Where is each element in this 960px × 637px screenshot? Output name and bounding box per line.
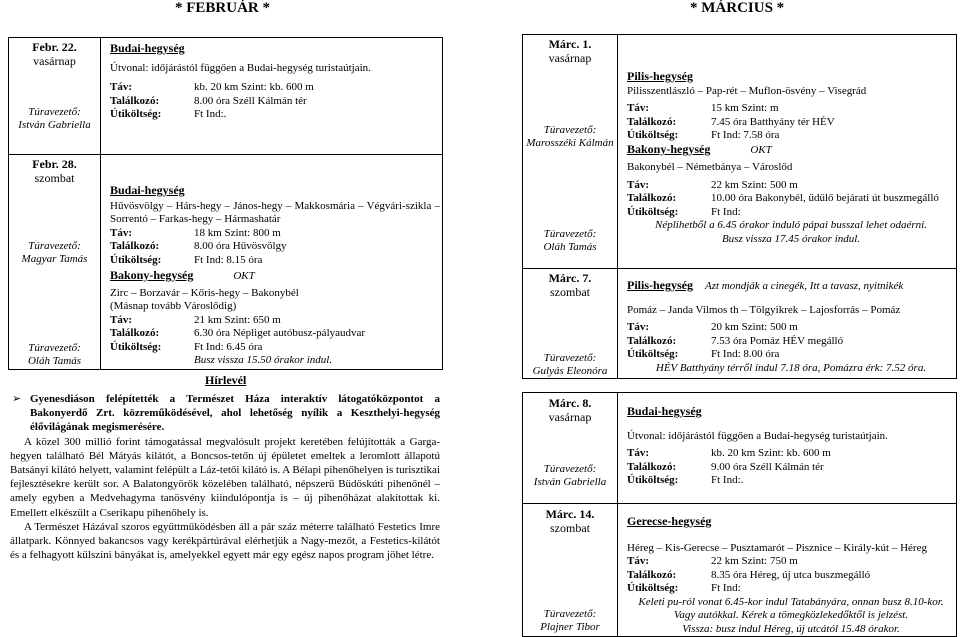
event-feb28: Budai-hegység Hűvösvölgy – Hárs-hegy – János-hegy – Makkosmária – Végvári-szikla – Sorrentó – Farkas-hegy – Hármashatár Táv: 18 km Szint: 800 m Találkozó: 8.00 óra Hűvösvölgy Útiköltség: Ft Ind: 8.15 óra Bakony-hegység OKT Zirc – Borzavár – Kőris-hegy – Bakonybél (Másnap tovább Városlődig) Táv: 21 km Szint: 650 m Találkozó: 6.30 óra Népliget autóbusz-pályaudvar Útiköltség: Ft Ind: 6.45 óra Busz vissza 15.50 órakor indul. [110,183,440,366]
arrow-bullet-icon: ➢ [12,393,22,405]
date-feb22: Febr. 22. vasárnap [32,40,77,68]
guide-mar1-1: Túravezető: Marosszéki Kálmán [526,124,614,149]
left-date-column [8,37,101,370]
divider [8,154,443,155]
event-mar1: Pilis-hegység Pilisszentlászló – Pap-rét – Muflon-ösvény – Visegrád Táv: 15 km Szint: m Találkozó: 7.45 óra Batthyány tér HÉV Útiköltség: Ft Ind: 7.58 óra Bakony-hegység OKT Bakonybél – Németbánya – Városlőd Táv: 22 km Szint: 500 m Találkozó: 10.00 óra Bakonybél, üdülő bejárati út buszmegálló Útiköltség: Ft Ind: Néplihetből a 6.45 órakor induló pápai busszal lehet odaérni. Busz vissza 17.45 órakor indul. [627,69,939,245]
divider [522,503,957,504]
guide-mar7: Túravezető: Gulyás Eleonóra [532,352,608,377]
date-mar7: Márc. 7. szombat [548,271,592,299]
event-mar8: Budai-hegység Útvonal: időjárástól függően a Budai-hegység turistaútjain. Táv: kb. 20 km Szint: kb. 600 m Találkozó: 9.00 óra Széll Kálmán tér Útiköltség: Ft Ind:. [627,404,888,486]
event-mar7: Pilis-hegység Azt mondják a cinegék, Itt a tavasz, nyitnikék Pomáz – Janda Vilmos th – Tölgyikrek – Lajosforrás – Pomáz Táv: 20 km Szint: 500 m Találkozó: 7.53 óra Pomáz HÉV megálló Útiköltség: Ft Ind: 8.00 óra HÉV Batthyány térről indul 7.18 óra, Pomázra érk: 7.52 óra. [627,278,927,374]
guide-mar8: Túravezető: István Gabriella [533,463,607,488]
guide-feb28-2: Túravezető: Oláh Tamás [27,342,82,367]
date-feb28: Febr. 28. szombat [32,157,77,185]
date-mar1: Márc. 1. vasárnap [548,37,592,65]
event-feb22: Budai-hegység Útvonal: időjárástól függően a Budai-hegység turistaútjain. Táv: kb. 20 km Szint: kb. 600 m Találkozó: 8.00 óra Széll Kálmán tér Útiköltség: Ft Ind:. [110,42,440,122]
right-date-column [522,34,618,379]
guide-mar1-2: Túravezető: Oláh Tamás [543,228,597,253]
date-mar14: Márc. 14. szombat [545,507,595,535]
month-february: * FEBRUÁR * [175,0,271,16]
guide-mar14: Túravezető: Plajner Tibor [540,608,600,633]
event-mar14: Gerecse-hegység Héreg – Kis-Gerecse – Pusztamarót – Pisznice – Király-kút – Héreg Táv: 22 km Szint: 750 m Találkozó: 8.35 óra Héreg, új utca buszmegálló Útiköltség: Ft Ind: Keleti pu-ról vonat 6.45-kor indul Tatabányára, onnan busz 8.10-kor. Vagy autókkal. Kérek a tömegközlekedőktől is jelzést. Visszа: busz indul Héreg, új utcától 15.48 órakor. [627,514,944,635]
event-title: Budai-hegység [110,41,185,55]
month-march: * MÁRCIUS * [690,0,785,16]
date-mar8: Márc. 8. vasárnap [548,396,592,424]
guide-feb22: Túravezető: István Gabriella [18,106,91,131]
divider [522,268,957,269]
newsletter-title: Hírlevél [205,373,247,387]
guide-feb28-1: Túravezető: Magyar Tamás [21,240,88,265]
newsletter-body: ➢ Gyenesdiáson felépítették a Természet Háza interaktív látogatóközpontot a Bakonyerdő Zrt. közreműködésével, ahol lehetőség nyílik a Keszthelyi-hegység élővilágának megismerésére. A közel 300 millió forint támogatással megvalósult projekt keretében felújították a Garga-hegyen található Bél Mátyás kilátót, a Boncsos-tetőn új épületet emeltek a leromlott állapotú Batsányi kilátó helyett, valamint felépült a Láz-tetői kilátó is. A Bélapi pihenőhelyen is turisztikai fejlesztésekre került sor. A Balatongyörök közelében található, népszerű Büdöskúti pihenőnél – amely egyben a Medvehagyma tanösvény kiindulópontja is – új pihenőházat alakítottak ki. Emellett elkészült a Cserikapu pihenőhely is. A Természet Házával szoros együttműködésben áll a pár száz méterre található Festetics Imre állatpark. Könnyed bakancsos vagy kerékpártúrával elérhetjük a Nagy-mezőt, a Festetics-kilátót és a felhagyott külszíni bányákat is, amelyekkel egyett már egy egész napos program jöhet létre. [10,393,440,562]
